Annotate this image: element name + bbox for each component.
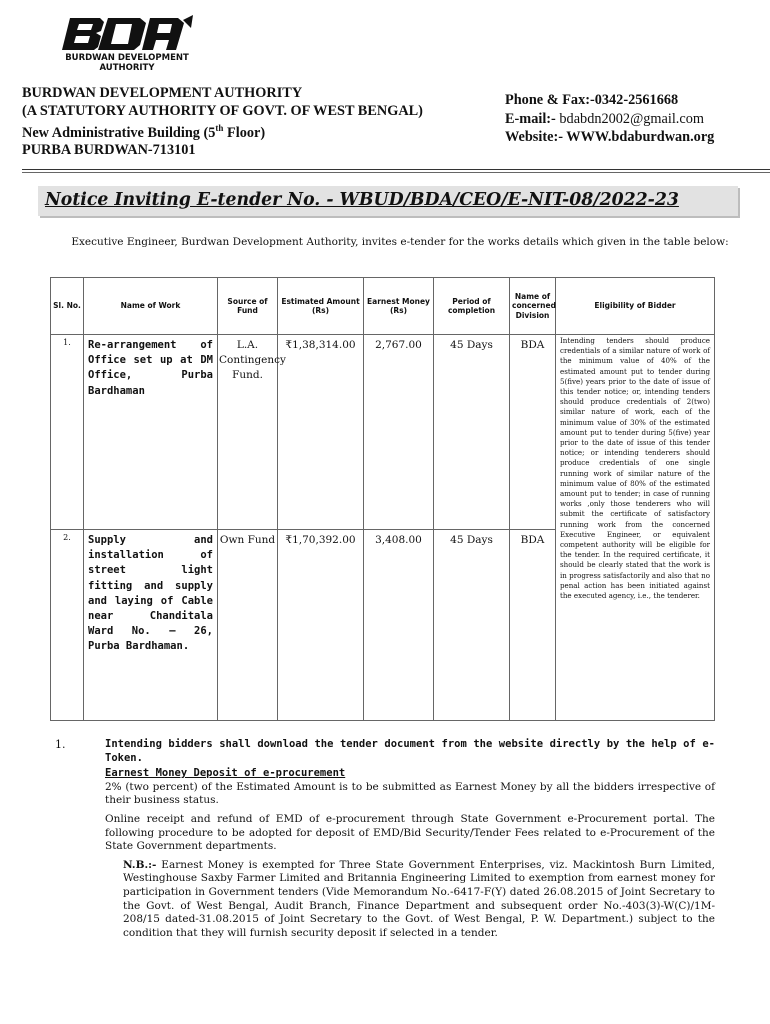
org-status: (A STATUTORY AUTHORITY OF GOVT. OF WEST BENGAL) bbox=[22, 102, 423, 119]
org-address bbox=[22, 85, 423, 160]
notes-section bbox=[55, 738, 715, 940]
header-division: Name of concerned Division bbox=[510, 278, 556, 335]
row-work: Re-arrangement of Office set up at DM Office, Purba Bardhaman bbox=[84, 335, 218, 530]
row-division: BDA bbox=[510, 335, 556, 530]
bda-logo-mark bbox=[52, 14, 202, 52]
header-eligibility: Eligibility of Bidder bbox=[556, 278, 715, 335]
org-building: New Administrative Building (5th Floor) bbox=[22, 123, 266, 141]
bda-logo bbox=[52, 14, 202, 73]
row-estimated: ₹1,70,392.00 bbox=[278, 530, 364, 721]
row-work: Supply and installation of street light fitting and supply and laying of Cable near Chanditala Ward No. – 26, Purba Bardhaman. bbox=[84, 530, 218, 721]
emd-text: 2% (two percent) of the Estimated Amount is to be submitted as Earnest Money by all the bidders irrespective of their business status. bbox=[105, 780, 715, 807]
note-number: 1. bbox=[55, 738, 66, 751]
online-emd-text: Online receipt and refund of EMD of e-procurement through State Government e-Procurement portal. The following procedure to be adopted for deposit of EMD/Bid Security/Tender Fees related to e-Procurement of the State Government departments. bbox=[105, 812, 715, 853]
phone-fax: Phone & Fax:-0342-2561668 bbox=[505, 92, 679, 108]
header-work: Name of Work bbox=[84, 278, 218, 335]
row-source: Own Fund bbox=[218, 530, 278, 721]
download-instruction: Intending bidders shall download the tender document from the website directly by the help of e-Token. bbox=[105, 738, 715, 764]
header-sl: Sl. No. bbox=[51, 278, 84, 335]
table-row bbox=[51, 335, 715, 530]
works-table bbox=[50, 277, 715, 721]
logo-subtitle-1: BURDWAN DEVELOPMENT bbox=[65, 53, 189, 63]
notice-title: Notice Inviting E-tender No. - WBUD/BDA/CEO/E-NIT-08/2022-23 bbox=[45, 190, 679, 210]
row-earnest: 2,767.00 bbox=[364, 335, 434, 530]
eligibility-cell: Intending tenders should produce credentials of a similar nature of work of the minimum value of 40% of the estimated amount put to tender during 5(five) years prior to the date of issue of this tender notice; or, intending tenders should produce credentials of 2(two) similar nature of work, each of the minimum value of 30% of the estimated amount put to tender during 5(five) year prior to the date of issue of this tender notice; or intending tenderers should produce credentials of one single running work of similar nature of the minimum value of 80% of the estimated amount put to tender; in case of running works ,only those tenderers who will submit the certificate of satisfactory running work from the concerned Executive Engineer, or equivalent competent authority will be eligible for the tender. In the required certificate, it should be clearly stated that the work is in progress satisfactorily and also that no penal action has been initiated against the executed agency, i.e., the tenderer. bbox=[556, 335, 715, 721]
row-estimated: ₹1,38,314.00 bbox=[278, 335, 364, 530]
header-estimated: Estimated Amount (Rs) bbox=[278, 278, 364, 335]
header-period: Period of completion bbox=[434, 278, 510, 335]
row-earnest: 3,408.00 bbox=[364, 530, 434, 721]
row-division: BDA bbox=[510, 530, 556, 721]
logo-subtitle-2: AUTHORITY bbox=[99, 63, 155, 73]
row-period: 45 Days bbox=[434, 335, 510, 530]
nb-note: N.B.:- Earnest Money is exempted for Three State Government Enterprises, viz. Mackintosh Burn Limited, Westinghouse Saxby Farmer Limited and Britannia Engineering Limited to exemption from earnest money for participation in Government tenders (Vide Memorandum No.-6417-F(Y) dated 26.08.2015 of Joint Secretary to the Govt. of West Bengal, Audit Branch, Finance Department and subsequent order No.-403(3)-W(C)/1M-208/15 dated-31.08.2015 of Joint Secretary to the Govt. of West Bengal, P. W. Department.) subject to the condition that they will furnish security deposit if selected in a tender. bbox=[123, 858, 715, 939]
notice-intro: Executive Engineer, Burdwan Development Authority, invites e-tender for the works details which given in the table below: bbox=[71, 236, 729, 248]
contact-info bbox=[505, 91, 714, 147]
row-sl: 2. bbox=[51, 530, 84, 721]
header-earnest: Earnest Money (Rs) bbox=[364, 278, 434, 335]
row-period: 45 Days bbox=[434, 530, 510, 721]
org-city: PURBA BURDWAN-713101 bbox=[22, 142, 196, 159]
org-name: BURDWAN DEVELOPMENT AUTHORITY bbox=[22, 85, 303, 101]
header-source: Source of Fund bbox=[218, 278, 278, 335]
header-divider bbox=[22, 169, 770, 170]
website: Website:- WWW.bdaburdwan.org bbox=[505, 129, 715, 145]
emd-heading: Earnest Money Deposit of e-procurement bbox=[105, 767, 346, 780]
row-source: L.A. Contingency Fund. bbox=[218, 335, 278, 530]
header-divider-thin bbox=[22, 172, 770, 173]
row-sl: 1. bbox=[51, 335, 84, 530]
email: E-mail:- bdabdn2002@gmail.com bbox=[505, 110, 704, 127]
table-header-row bbox=[51, 278, 715, 335]
